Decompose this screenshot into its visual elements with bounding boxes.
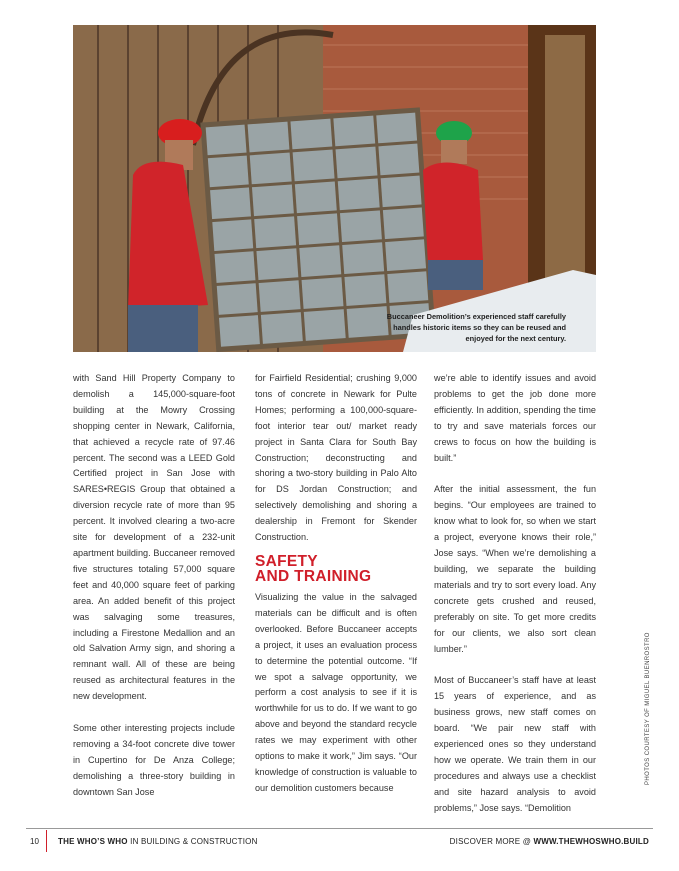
paragraph: After the initial assessment, the fun begins. “Our employees are trained to know what to look for, so when we start a project, everyone knows their role,” Jose says. “When we’re demolishing a building, we separate the building materials and try to sort every load. Any concrete gets crushed and reused, preferably on site. To get more credits for our clients, we also sort clean lumber.” [434, 484, 596, 654]
text-column-1 [73, 371, 235, 817]
section-heading [255, 554, 417, 584]
paragraph: Visualizing the value in the salvaged materials can be difficult and is often overlooked. Before Buccaneer accepts a project, it uses an evaluation process to determine the potential outcome. “If we spot a salvage opportunity, we perform a cost analysis to see if it is worthwhile for us to do. If we want to go above and beyond the standard recycle rates we may experiment with other options to make it work,” Jim says. “Our knowledge of construction is valuable to our demolition customers because [255, 591, 417, 793]
photo-credit: PHOTOS COURTESY OF MIGUEL BUENROSTRO [645, 632, 651, 785]
photo-caption: Buccaneer Demolition’s experienced staff carefully handles historic items so they can be reused and enjoyed for the next century. [386, 312, 566, 343]
discover-prefix: DISCOVER MORE @ [449, 837, 534, 846]
publication-name-bold: THE WHO’S WHO [58, 837, 128, 846]
paragraph: Most of Buccaneer’s staff have at least 15 years of experience, and as business grows, new staff comes on board. “We pair new staff with experienced ones so they understand how we operate. We train them in our procedures and always use a checklist and site hazard analysis to avoid problems,” Jose says. “Demolition [434, 675, 596, 813]
footer-divider [46, 830, 47, 852]
website-link[interactable]: WWW.THEWHOSWHO.BUILD [533, 837, 649, 846]
section-heading-line-1: SAFETY [255, 552, 318, 570]
discover-more [450, 837, 649, 846]
paragraph: Some other interesting projects include removing a 34-foot concrete dive tower in Cupertino for De Anza College; demolishing a three-story building in downtown San Jose [73, 723, 235, 797]
paragraph: we’re able to identify issues and avoid problems to get the job done more efficiently. In addition, spending the time to try and save materials forces our crews to focus on how the building is built.” [434, 373, 596, 463]
page-number: 10 [30, 837, 39, 846]
photo-illustration [73, 25, 596, 352]
footer-rule [26, 828, 653, 829]
publication-name-rest: IN BUILDING & CONSTRUCTION [127, 837, 258, 846]
paragraph: with Sand Hill Property Company to demolish a 145,000-square-foot building at the Mowry Crossing shopping center in Newark, California, that achieved a recycle rate of 97.46 percent. The second was a LEED Gold Certified project in San Jose with SARES•REGIS Group that obtained a diversion recycle rate of more than 95 percent. It involved clearing a two-acre site for development of a 232-unit apartment building. Buccaneer removed five structures totaling 57,000 square feet and 40,000 square feet of parking area. An added benefit of this project was salvaging some treasures, including a Firestone Medallion and an old Salvation Army sign, and shoring a remnant wall. All of these are being reused as architectural features in the new development. [73, 373, 235, 702]
text-column-2 [255, 371, 417, 813]
publication-name [58, 837, 258, 846]
feature-photo [73, 25, 596, 352]
footer [26, 836, 649, 850]
paragraph: for Fairfield Residential; crushing 9,000 tons of concrete in Newark for Pulte Homes; performing a 100,000-square-foot interior tear out/ market ready project in Santa Clara for South Bay Construction; deconstructing and shoring a two-story building in Palo Alto for DS Jordan Construction; and selectively demolishing and shoring a dealership in Fremont for Skender Construction. [255, 373, 417, 543]
text-column-3 [434, 371, 596, 833]
section-heading-line-2: AND TRAINING [255, 567, 372, 585]
